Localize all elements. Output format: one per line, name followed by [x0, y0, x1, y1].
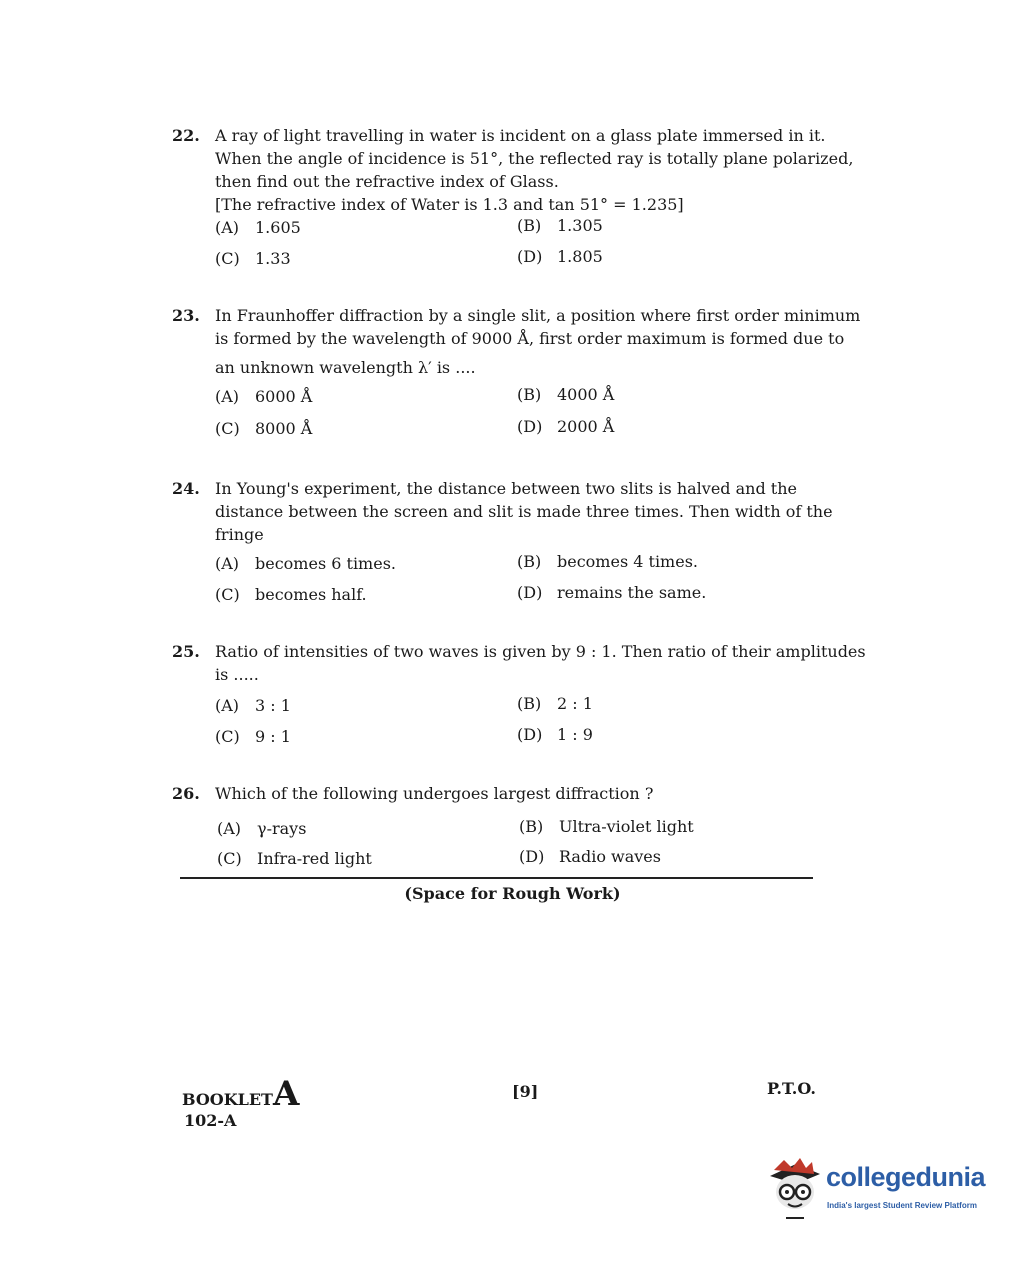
- stem-line: In Young's experiment, the distance between two slits is halved and the: [215, 479, 797, 498]
- option-label: (A): [215, 554, 240, 573]
- question-stem: [215, 640, 866, 686]
- option-label: (C): [215, 585, 240, 604]
- stem-line: distance between the screen and slit is made three times. Then width of the: [215, 502, 833, 521]
- option-text: becomes 6 times.: [255, 554, 396, 573]
- options: [215, 809, 817, 871]
- option-text: 4000 Å: [557, 385, 615, 404]
- mascot-icon: [766, 1156, 824, 1222]
- option-label: (B): [517, 694, 542, 713]
- option-label: (B): [517, 552, 542, 571]
- question-stem: [215, 782, 817, 805]
- stem-line: Ratio of intensities of two waves is given by 9 : 1. Then ratio of their amplitudes: [215, 642, 866, 661]
- option-label: (C): [215, 419, 240, 438]
- stem-line: [The refractive index of Water is 1.3 and tan 51° = 1.235]: [215, 195, 684, 214]
- option-text: 8000 Å: [255, 419, 313, 438]
- brand-tagline: India's largest Student Review Platform: [827, 1201, 977, 1210]
- question-number: 26.: [172, 784, 200, 803]
- question-number: 25.: [172, 642, 200, 661]
- options: [215, 208, 817, 270]
- option-d: [519, 845, 661, 868]
- option-label: (A): [215, 218, 240, 237]
- stem-line: A ray of light travelling in water is incident on a glass plate immersed in it.: [215, 126, 826, 145]
- stem-line: then find out the refractive index of Glass.: [215, 172, 559, 191]
- question-stem: [215, 304, 861, 379]
- option-text: remains the same.: [557, 583, 707, 602]
- option-a: [217, 817, 306, 840]
- question-number: 23.: [172, 306, 200, 325]
- question-stem: [215, 477, 833, 546]
- option-text: 1.33: [255, 249, 291, 268]
- question-stem: [215, 124, 854, 216]
- options: [215, 383, 817, 445]
- option-text: γ-rays: [257, 819, 307, 838]
- option-label: (D): [519, 847, 545, 866]
- option-c: [215, 247, 291, 270]
- booklet-letter: A: [272, 1074, 300, 1114]
- options: [215, 692, 817, 754]
- option-c: [215, 725, 291, 748]
- option-label: (D): [517, 417, 543, 436]
- divider: [180, 877, 813, 879]
- question-24: [172, 477, 833, 612]
- stem-line: In Fraunhoffer diffraction by a single slit, a position where first order minimum: [215, 306, 861, 325]
- booklet-label: [182, 1074, 299, 1114]
- page-number: [9]: [512, 1082, 539, 1101]
- option-label: (A): [215, 696, 240, 715]
- option-label: (C): [217, 849, 242, 868]
- question-22: [172, 124, 854, 270]
- option-a: [215, 694, 291, 717]
- option-c: [217, 847, 372, 870]
- option-label: (A): [217, 819, 242, 838]
- option-text: Radio waves: [559, 847, 661, 866]
- booklet-word: BOOKLET: [182, 1090, 273, 1109]
- stem-line: fringe: [215, 525, 264, 544]
- option-text: Infra-red light: [257, 849, 372, 868]
- option-b: [519, 815, 694, 838]
- option-text: becomes 4 times.: [557, 552, 698, 571]
- option-text: 1.305: [557, 216, 603, 235]
- stem-line: Which of the following undergoes largest diffraction ?: [215, 784, 654, 803]
- option-text: 1.605: [255, 218, 301, 237]
- option-d: [517, 245, 603, 268]
- option-text: 1.805: [557, 247, 603, 266]
- stem-line: is .....: [215, 665, 259, 684]
- option-a: [215, 216, 301, 239]
- option-label: (D): [517, 583, 543, 602]
- option-text: becomes half.: [255, 585, 367, 604]
- option-text: 3 : 1: [255, 696, 291, 715]
- option-label: (B): [519, 817, 544, 836]
- pto-label: P.T.O.: [767, 1079, 816, 1098]
- option-d: [517, 581, 706, 604]
- option-label: (B): [517, 385, 542, 404]
- option-label: (D): [517, 247, 543, 266]
- option-c: [215, 417, 312, 440]
- option-a: [215, 552, 396, 575]
- question-number: 22.: [172, 126, 200, 145]
- option-label: (D): [517, 725, 543, 744]
- brand-name: collegedunia: [826, 1162, 986, 1192]
- stem-line: is formed by the wavelength of 9000 Å, first order maximum is formed due to: [215, 329, 845, 348]
- option-text: 1 : 9: [557, 725, 593, 744]
- option-label: (C): [215, 727, 240, 746]
- option-b: [517, 550, 698, 573]
- option-d: [517, 723, 593, 746]
- option-b: [517, 383, 614, 406]
- question-23: [172, 304, 861, 445]
- options: [215, 550, 817, 612]
- brand-logo: [766, 1156, 996, 1222]
- option-c: [215, 583, 367, 606]
- option-a: [215, 385, 312, 408]
- option-text: 6000 Å: [255, 387, 313, 406]
- option-text: Ultra-violet light: [559, 817, 694, 836]
- stem-line: When the angle of incidence is 51°, the reflected ray is totally plane polarized,: [215, 149, 854, 168]
- option-label: (B): [517, 216, 542, 235]
- option-b: [517, 214, 603, 237]
- question-26: [172, 782, 817, 871]
- option-text: 2000 Å: [557, 417, 615, 436]
- stem-line: an unknown wavelength λ′ is ....: [215, 358, 476, 377]
- paper-code: 102-A: [184, 1111, 237, 1130]
- option-b: [517, 692, 593, 715]
- question-25: [172, 640, 866, 754]
- option-text: 2 : 1: [557, 694, 593, 713]
- option-d: [517, 415, 614, 438]
- rough-work-label: (Space for Rough Work): [404, 884, 621, 903]
- option-text: 9 : 1: [255, 727, 291, 746]
- question-number: 24.: [172, 479, 200, 498]
- option-label: (A): [215, 387, 240, 406]
- option-label: (C): [215, 249, 240, 268]
